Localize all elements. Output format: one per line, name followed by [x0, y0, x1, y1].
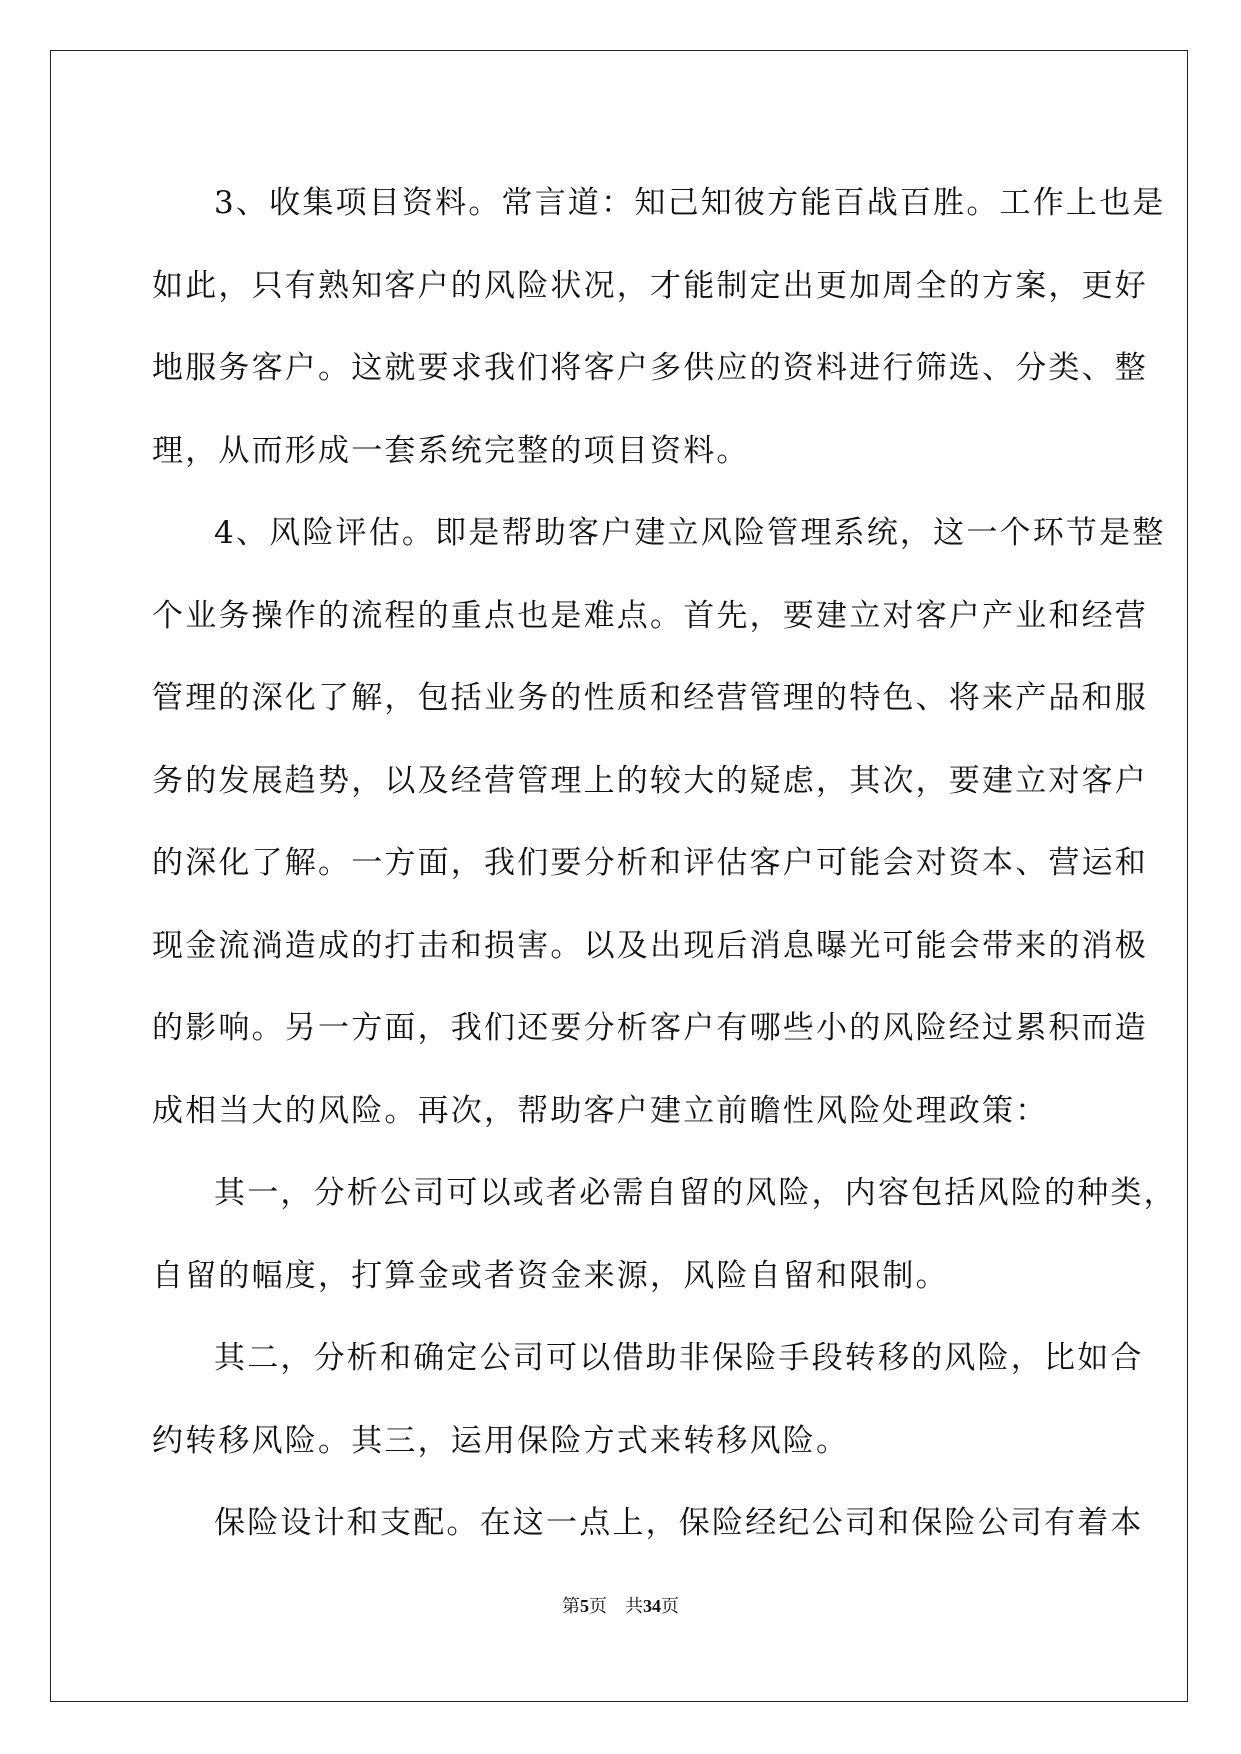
text-line: 其一，分析公司可以或者必需自留的风险，内容包括风险的种类，: [214, 1175, 1177, 1211]
text-line: 地服务客户。这就要求我们将客户多供应的资料进行筛选、分类、整: [152, 350, 1148, 386]
page-footer: [0, 1592, 1241, 1618]
text-line: 3、收集项目资料。常言道：知己知彼方能百战百胜。工作上也是: [214, 185, 1166, 221]
text-line: 4、风险评估。即是帮助客户建立风险管理系统，这一个环节是整: [214, 515, 1166, 551]
text-line: 自留的幅度，打算金或者资金来源，风险自留和限制。: [152, 1257, 949, 1294]
document-body: [152, 162, 1177, 1565]
text-line: 务的发展趋势，以及经营管理上的较大的疑虑，其次，要建立对客户: [152, 762, 1148, 799]
page-unit: 页: [589, 1596, 607, 1616]
text-line: 管理的深化了解，包括业务的性质和经营管理的特色、将来产品和服: [152, 680, 1148, 716]
text-line: 其二，分析和确定公司可以借助非保险手段转移的风险，比如合: [214, 1340, 1144, 1376]
paragraph-collect-materials: [152, 162, 1166, 492]
page-prefix: 第: [562, 1596, 580, 1616]
text-line: 约转移风险。其三，运用保险方式来转移风险。: [152, 1422, 850, 1459]
total-prefix: 共: [625, 1596, 643, 1616]
page-number: 5: [580, 1596, 589, 1616]
text-line: 现金流淌造成的打击和损害。以及出现后消息曝光可能会带来的消极: [152, 927, 1148, 964]
total-unit: 页: [661, 1596, 679, 1616]
paragraph-risk-assessment: [152, 492, 1166, 1152]
paragraph-insurance-design: [152, 1482, 1144, 1565]
text-line: 保险设计和支配。在这一点上，保险经纪公司和保险公司有着本: [214, 1505, 1144, 1541]
text-line: 理，从而形成一套系统完整的项目资料。: [152, 432, 750, 469]
text-line: 的影响。另一方面，我们还要分析客户有哪些小的风险经过累积而造: [152, 1010, 1148, 1046]
text-line: 个业务操作的流程的重点也是难点。首先，要建立对客户产业和经营: [152, 597, 1148, 634]
paragraph-second-point: [152, 1317, 1144, 1482]
text-line: 如此，只有熟知客户的风险状况，才能制定出更加周全的方案，更好: [152, 267, 1148, 304]
text-line: 成相当大的风险。再次，帮助客户建立前瞻性风险处理政策：: [152, 1092, 1049, 1129]
text-line: 的深化了解。一方面，我们要分析和评估客户可能会对资本、营运和: [152, 845, 1148, 881]
total-pages: 34: [643, 1596, 661, 1616]
paragraph-first-point: [152, 1152, 1177, 1317]
